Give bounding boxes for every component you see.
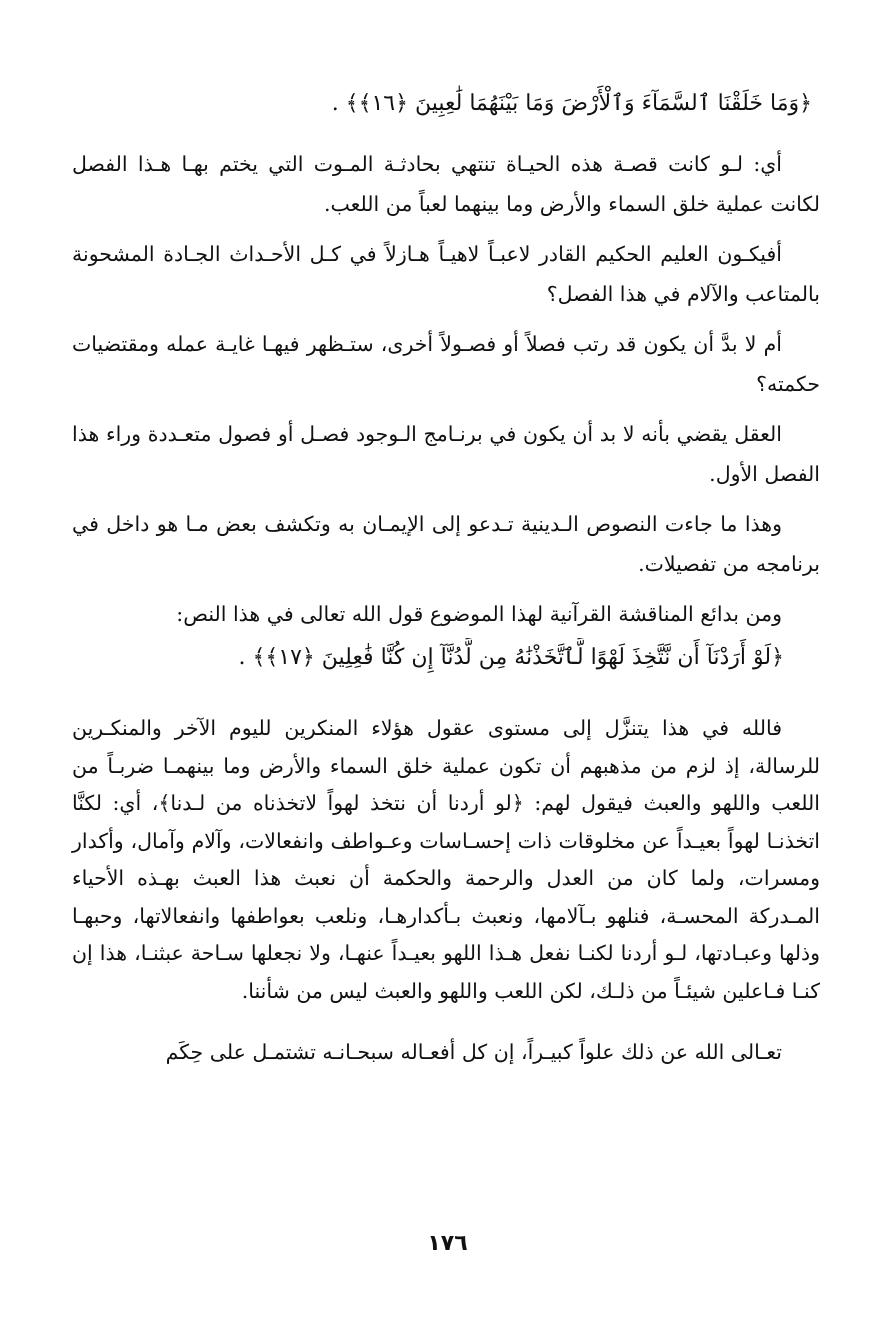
paragraph-3: أم لا بدَّ أن يكون قد رتب فصلاً أو فصـولاً أخرى، ستـظهر فيهـا غايـة عمله ومقتضيات حكمته؟ [72,332,820,396]
page-content [72,84,820,1072]
paragraph-1: أي: لـو كانت قصـة هذه الحيـاة تنتهي بحادثـة المـوت التي يختم بهـا هـذا الفصل لكانت عملية خلق السماء والأرض وما بينهما لعباً من اللعب. [72,152,820,216]
verse-lead-in: ومن بدائع المناقشة القرآنية لهذا الموضوع قول الله تعالى في هذا النص: [176,602,782,626]
paragraph-long: فالله في هذا يتنزَّل إلى مستوى عقول هؤلاء المنكرين لليوم الآخر والمنكـرين للرسالة، إذ لزم من مذهبهم أن تكون عملية خلق السماء والأرض وما بينهمـا ضربـاً من اللعب واللهو والعبث فيقول لهم: ﴿لو أردنا أن نتخذ لهواً لاتخذناه من لـدنا﴾، أي: لكنَّا اتخذنـا لهواً بعيـداً عن مخلوقات ذات إحسـاسات وعـواطف وانفعالات، وآلام وآمال، وأكدار ومسرات، ولما كان من العدل والرحمة والحكمة أن نعبث هذا العبث بهـذه الأحياء المـدركة المحسـة، فنلهو بـآلامها، ونعبث بـأكدارهـا، ونلعب بعواطفها وانفعالاتها، وحبهـا وذلها وعبـادتها، لـو أردنا لكنـا نفعل هـذا اللهو بعيـداً عنهـا، ولا نجعلها سـاحة عبثنـا، هذا إن كنـا فـاعلين شيئـاً من ذلـك، لكن اللعب واللهو والعبث ليس من شأننا. [72,716,820,1003]
paragraph-last: تعـالى الله عن ذلك علواً كبيـراً، إن كل أفعـاله سبحـانـه تشتمـل على حِكَم [165,1040,782,1064]
page-number: ١٧٦ [427,1231,468,1256]
paragraph-5: وهذا ما جاءت النصوص الـدينية تـدعو إلى الإيمـان به وتكشف بعض مـا هو داخل في برنامجه من تفصيلات. [72,512,820,576]
quran-verse-top: ﴿وَمَا خَلَقْنَا ٱلسَّمَآءَ وَٱلْأَرْضَ وَمَا بَيْنَهُمَا لَٰعِبِينَ ﴿١٦﴾﴾ . [331,91,812,116]
paragraph-4: العقل يقضي بأنه لا بد أن يكون في برنـامج الـوجود فصـل أو فصول متعـددة وراء هذا الفصل الأول. [72,422,820,486]
quran-verse-mid: ﴿لَوْ أَرَدْنَآ أَن نَّتَّخِذَ لَهْوًا لَّٱتَّخَذْنَٰهُ مِن لَّدُنَّآ إِن كُنَّا فَٰعِلِينَ ﴿١٧﴾﴾ . [238,645,784,670]
paragraph-2: أفيكـون العليم الحكيم القادر لاعبـاً لاهيـاً هـازلاً في كـل الأحـداث الجـادة المشحونة بالمتاعب والآلام في هذا الفصل؟ [72,242,820,306]
